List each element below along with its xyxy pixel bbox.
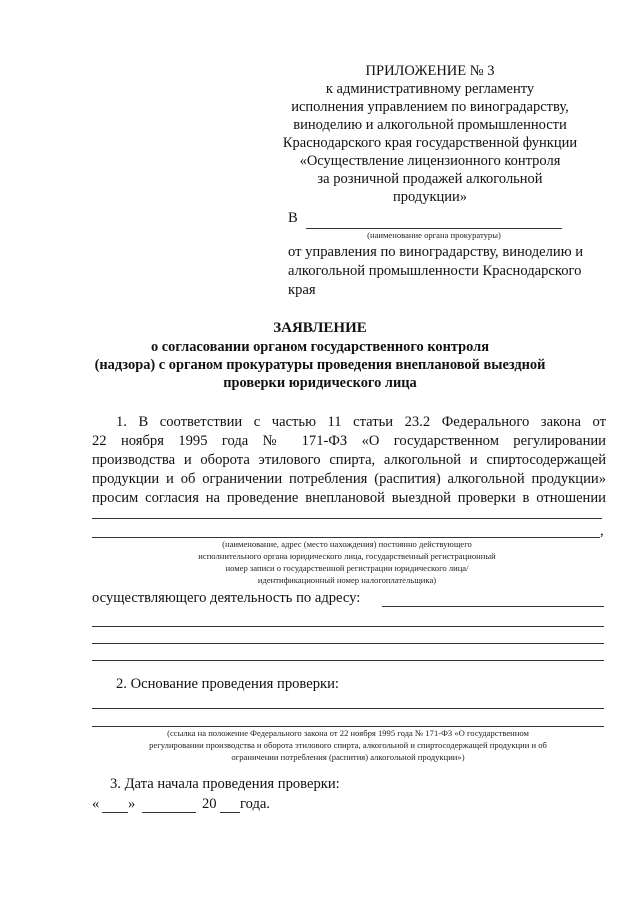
entity-caption-line: (наименование, адрес (место нахождения) постоянно действующего (222, 539, 472, 549)
address-field-line[interactable] (382, 606, 604, 607)
day-field-line[interactable] (102, 812, 128, 813)
year-field-line[interactable] (220, 812, 240, 813)
addressee-field-line[interactable] (306, 228, 562, 229)
entity-field-line[interactable] (92, 518, 602, 519)
section-2-label: 2. Основание проведения проверки: (116, 676, 339, 692)
basis-field-line[interactable] (92, 726, 604, 727)
date-close-quote: » (128, 796, 136, 812)
year-suffix: года. (240, 796, 271, 812)
basis-caption-line: регулировании производства и оборота этилового спирта, алкогольной и спиртосодержащей продукции и об (149, 740, 547, 750)
address-field-line[interactable] (92, 660, 604, 661)
addressee-prefix: В (288, 210, 298, 226)
entity-caption-line: идентификационный номер налогоплательщика) (257, 575, 437, 585)
annex-line: «Осуществление лицензионного контроля (299, 153, 561, 169)
entity-field-comma: , (600, 523, 604, 539)
month-field-line[interactable] (142, 812, 196, 813)
section-1-line: просим согласия на проведение внеплановой выездной проверки в отношении (92, 490, 606, 506)
annex-line: Краснодарского края государственной функции (282, 135, 578, 151)
annex-line: к административному регламенту (325, 81, 535, 97)
from-line: края (288, 282, 316, 298)
entity-caption-line: исполнительного органа юридического лица, государственный регистрационный (198, 551, 496, 561)
section-1-line: 1. В соответствии с частью 11 статьи 23.2 Федерального закона от (116, 414, 606, 430)
basis-caption-line: ограничении потребления (распития) алкогольной продукции») (231, 752, 465, 762)
title-line: о согласовании органом государственного контроля (150, 339, 490, 355)
document-title: ЗАЯВЛЕНИЕ (273, 320, 367, 336)
addressee-caption: (наименование органа прокуратуры) (367, 230, 501, 240)
annex-line: за розничной продажей алкогольной (317, 171, 543, 187)
year-prefix: 20 (202, 796, 217, 812)
annex-heading: ПРИЛОЖЕНИЕ № 3 (365, 63, 495, 79)
annex-line: виноделию и алкогольной промышленности (293, 117, 567, 133)
title-line: (надзора) с органом прокуратуры проведения внеплановой выездной (94, 357, 546, 373)
section-1-line: 22 ноября 1995 года № 171-ФЗ «О государственном регулировании (92, 433, 606, 449)
annex-line: продукции» (392, 189, 468, 205)
entity-field-line[interactable] (92, 537, 600, 538)
address-field-line[interactable] (92, 643, 604, 644)
basis-caption-line: (ссылка на положение Федерального закона от 22 ноября 1995 года № 171-ФЗ «О государственном (167, 728, 529, 738)
activity-label: осуществляющего деятельность по адресу: (92, 590, 361, 606)
entity-caption-line: номер записи о государственной регистрации юридического лица/ (225, 563, 469, 573)
from-line: от управления по виноградарству, виноделию и (288, 244, 584, 260)
date-open-quote: « (92, 796, 100, 812)
section-1-line: продукции и об ограничении потребления (распития) алкогольной продукции» (92, 471, 606, 487)
section-3-label: 3. Дата начала проведения проверки: (110, 776, 340, 792)
annex-line: исполнения управлением по виноградарству, (291, 99, 569, 115)
section-1-line: производства и оборота этилового спирта, алкогольной и спиртосодержащей (92, 452, 606, 468)
basis-field-line[interactable] (92, 708, 604, 709)
from-line: алкогольной промышленности Краснодарского (288, 263, 582, 279)
title-line: проверки юридического лица (223, 375, 417, 391)
address-field-line[interactable] (92, 626, 604, 627)
